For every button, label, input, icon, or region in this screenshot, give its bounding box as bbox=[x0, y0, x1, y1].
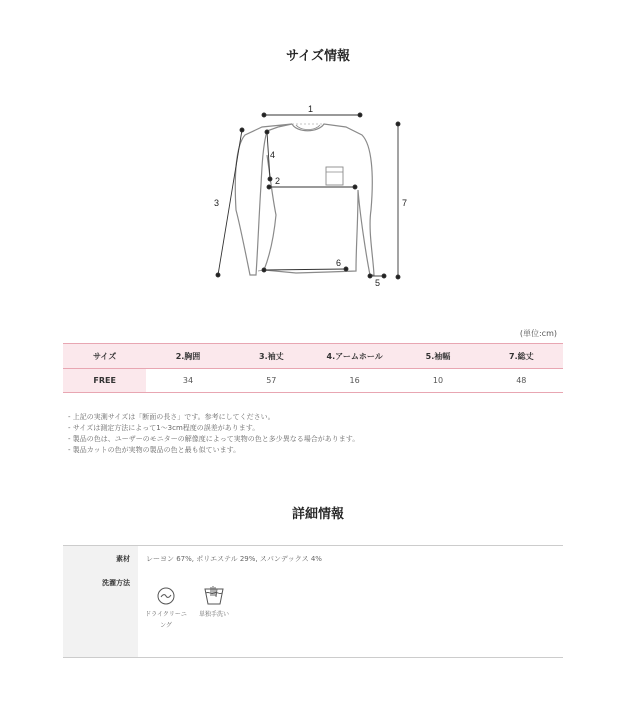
header-armhole: 4.アームホール bbox=[313, 344, 396, 369]
note-item: - サイズは測定方法によって1～3cm程度の誤差があります。 bbox=[68, 424, 260, 432]
tshirt-body bbox=[264, 124, 374, 275]
diagram-label-7: 7 bbox=[402, 198, 408, 208]
header-size: サイズ bbox=[63, 344, 146, 369]
material-label: 素材 bbox=[116, 555, 130, 563]
material-value: レーヨン 67%, ポリエステル 29%, スパンデックス 4% bbox=[146, 555, 322, 563]
header-sleeve-width: 5.袖幅 bbox=[396, 344, 479, 369]
note-item: - 上記の実測サイズは「断面の長さ」です。参考にしてください。 bbox=[68, 413, 275, 421]
wash-method-hand-wash bbox=[192, 586, 236, 620]
header-chest: 2.胸囲 bbox=[146, 344, 229, 369]
tshirt-size-diagram bbox=[200, 95, 420, 295]
note-item: - 製品の色は、ユーザーのモニターの解像度によって実物の色と多少異なる場合があります。 bbox=[68, 435, 360, 443]
chest-value: 34 bbox=[146, 369, 229, 393]
detail-info-title: 詳細情報 bbox=[291, 507, 344, 522]
total-length-value: 48 bbox=[480, 369, 563, 393]
size-table bbox=[63, 343, 563, 393]
diagram-label-1: 1 bbox=[308, 104, 314, 114]
header-sleeve-length: 3.袖丈 bbox=[230, 344, 313, 369]
sleeve-length-value: 57 bbox=[230, 369, 313, 393]
detail-info-box bbox=[63, 545, 563, 658]
hand-wash-icon bbox=[203, 586, 225, 606]
diagram-label-2: 2 bbox=[275, 176, 281, 186]
size-info-title: サイズ情報 bbox=[286, 49, 350, 64]
diagram-label-3: 3 bbox=[214, 198, 220, 208]
note-item: - 製品カットの色が実物の製品の色と最も似ています。 bbox=[68, 446, 241, 454]
dry-cleaning-icon bbox=[156, 586, 176, 606]
tshirt-outline bbox=[235, 124, 292, 275]
size-table-header-row bbox=[63, 344, 563, 369]
unit-label: (単位:cm) bbox=[519, 329, 557, 338]
diagram-label-4: 4 bbox=[270, 150, 276, 160]
wash-method-dry-cleaning bbox=[144, 586, 188, 631]
wash-method-text: 単独手洗い bbox=[198, 611, 229, 618]
measure-line-3 bbox=[218, 130, 242, 275]
size-value: FREE bbox=[63, 369, 146, 393]
diagram-label-5: 5 bbox=[375, 278, 381, 288]
wash-label: 洗濯方法 bbox=[102, 579, 130, 587]
detail-label-column bbox=[63, 546, 138, 657]
sleeve-width-value: 10 bbox=[396, 369, 479, 393]
table-row bbox=[63, 369, 563, 393]
wash-method-text: ング bbox=[160, 622, 172, 629]
tshirt-pocket bbox=[326, 167, 343, 185]
header-total-length: 7.総丈 bbox=[480, 344, 563, 369]
diagram-label-6: 6 bbox=[336, 258, 342, 268]
armhole-value: 16 bbox=[313, 369, 396, 393]
wash-method-text: ドライクリーニ bbox=[145, 611, 187, 618]
size-notes bbox=[68, 412, 359, 456]
measure-line-6 bbox=[264, 269, 346, 270]
